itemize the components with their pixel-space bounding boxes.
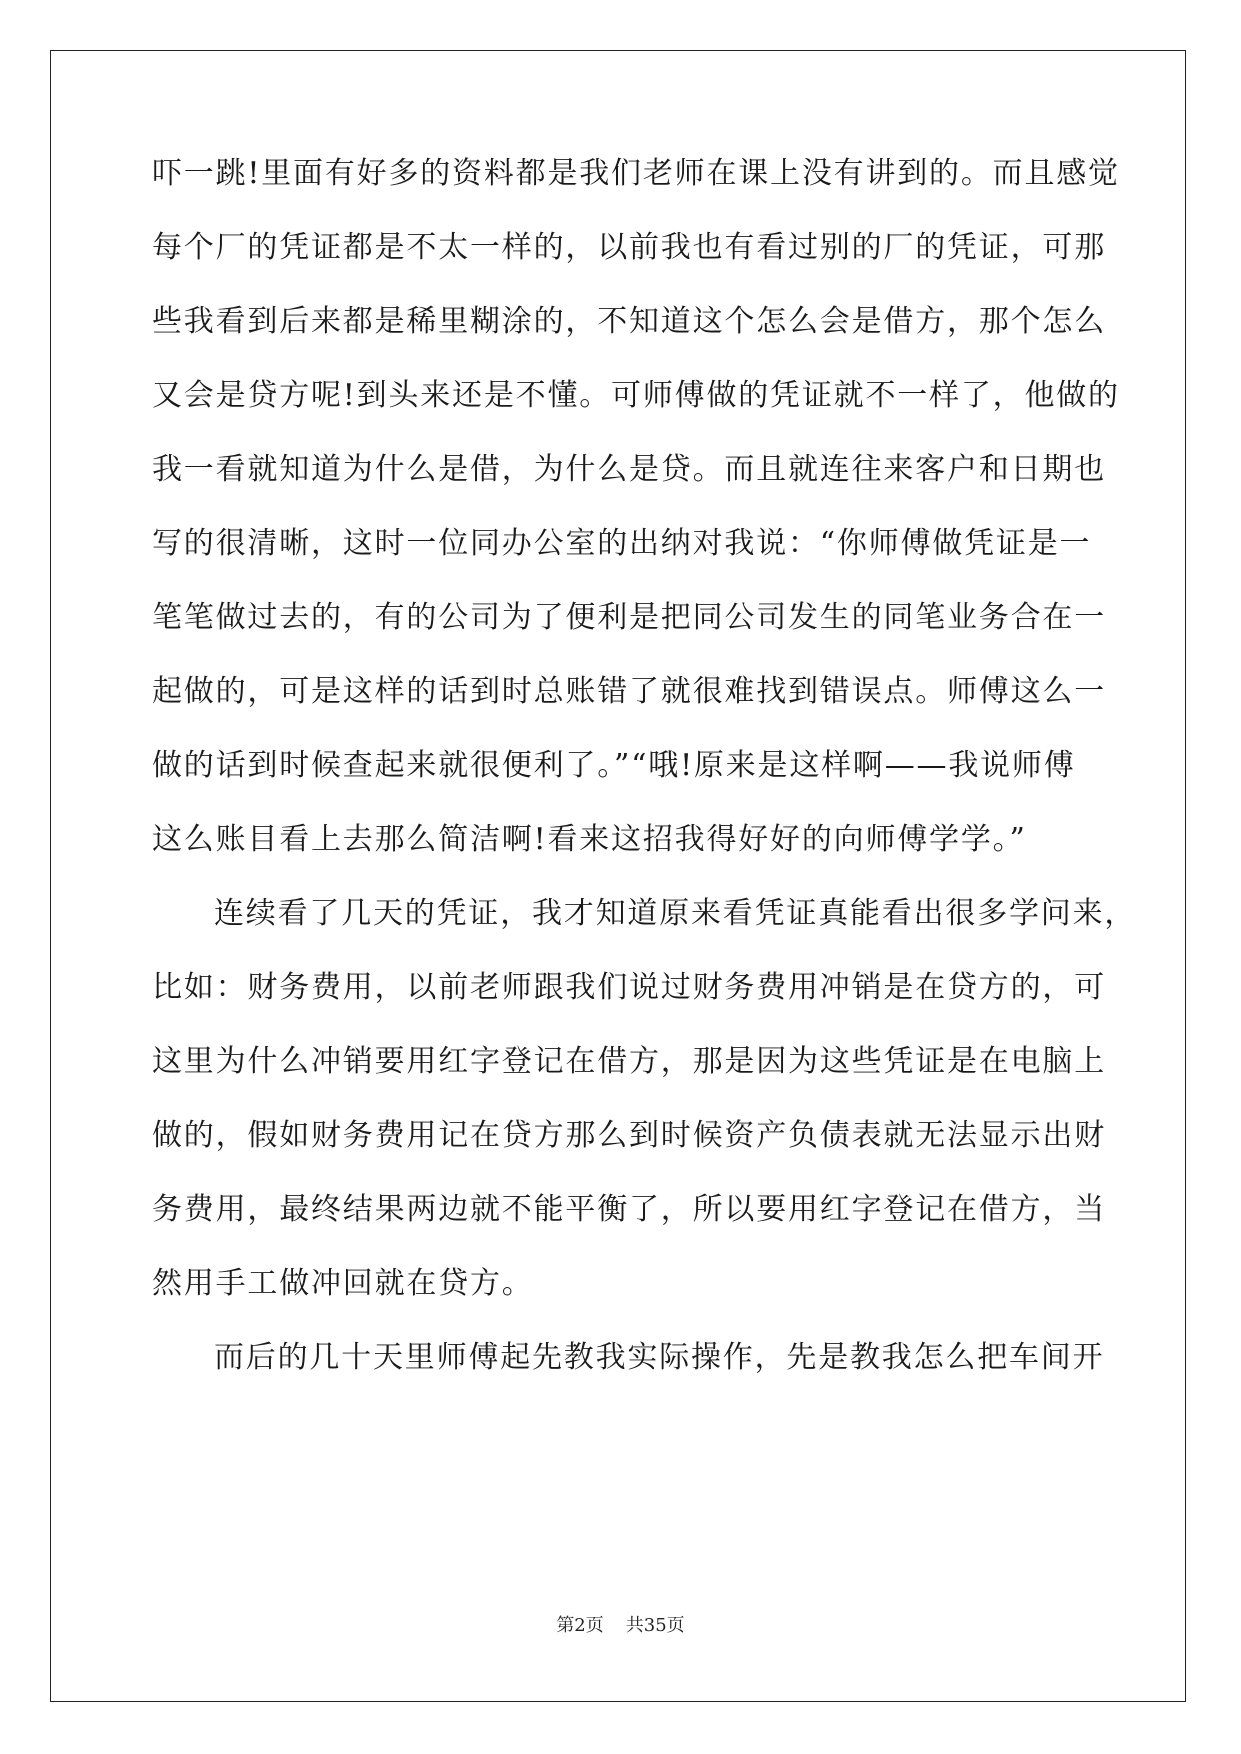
paragraph-line: 笔笔做过去的，有的公司为了便利是把同公司发生的同笔业务合在一 xyxy=(152,600,1106,635)
paragraph-line: 些我看到后来都是稀里糊涂的，不知道这个怎么会是借方，那个怎么 xyxy=(152,304,1106,339)
paragraph-line: 这里为什么冲销要用红字登记在借方，那是因为这些凭证是在电脑上 xyxy=(152,1044,1106,1079)
paragraph-line: 写的很清晰，这时一位同办公室的出纳对我说：“你师傅做凭证是一 xyxy=(152,526,1092,561)
paragraph-line: 连续看了几天的凭证，我才知道原来看凭证真能看出很多学问来， xyxy=(214,896,1137,931)
paragraph-line: 这么账目看上去那么简洁啊!看来这招我得好好的向师傅学学。” xyxy=(152,822,1027,857)
page-footer xyxy=(0,1614,1241,1638)
paragraph-line: 务费用，最终结果两边就不能平衡了，所以要用红字登记在借方，当 xyxy=(152,1192,1106,1227)
paragraph-line: 吓一跳!里面有好多的资料都是我们老师在课上没有讲到的。而且感觉 xyxy=(152,156,1120,191)
paragraph-line: 做的，假如财务费用记在贷方那么到时候资产负债表就无法显示出财 xyxy=(152,1118,1106,1153)
page-border xyxy=(50,50,1186,1702)
page-number: 第2页 xyxy=(556,1615,604,1636)
paragraph-line: 做的话到时候查起来就很便利了。”“哦!原来是这样啊——我说师傅 xyxy=(152,748,1076,783)
paragraph-line: 起做的，可是这样的话到时总账错了就很难找到错误点。师傅这么一 xyxy=(152,674,1106,709)
paragraph-line: 而后的几十天里师傅起先教我实际操作，先是教我怎么把车间开 xyxy=(214,1340,1105,1375)
paragraph-line: 然用手工做冲回就在贷方。 xyxy=(152,1266,534,1301)
paragraph-line: 每个厂的凭证都是不太一样的，以前我也有看过别的厂的凭证，可那 xyxy=(152,230,1106,265)
paragraph-line: 又会是贷方呢!到头来还是不懂。可师傅做的凭证就不一样了，他做的 xyxy=(152,378,1120,413)
paragraph-line: 我一看就知道为什么是借，为什么是贷。而且就连往来客户和日期也 xyxy=(152,452,1106,487)
paragraph-line: 比如：财务费用，以前老师跟我们说过财务费用冲销是在贷方的，可 xyxy=(152,970,1106,1005)
page-total: 共35页 xyxy=(625,1615,685,1636)
